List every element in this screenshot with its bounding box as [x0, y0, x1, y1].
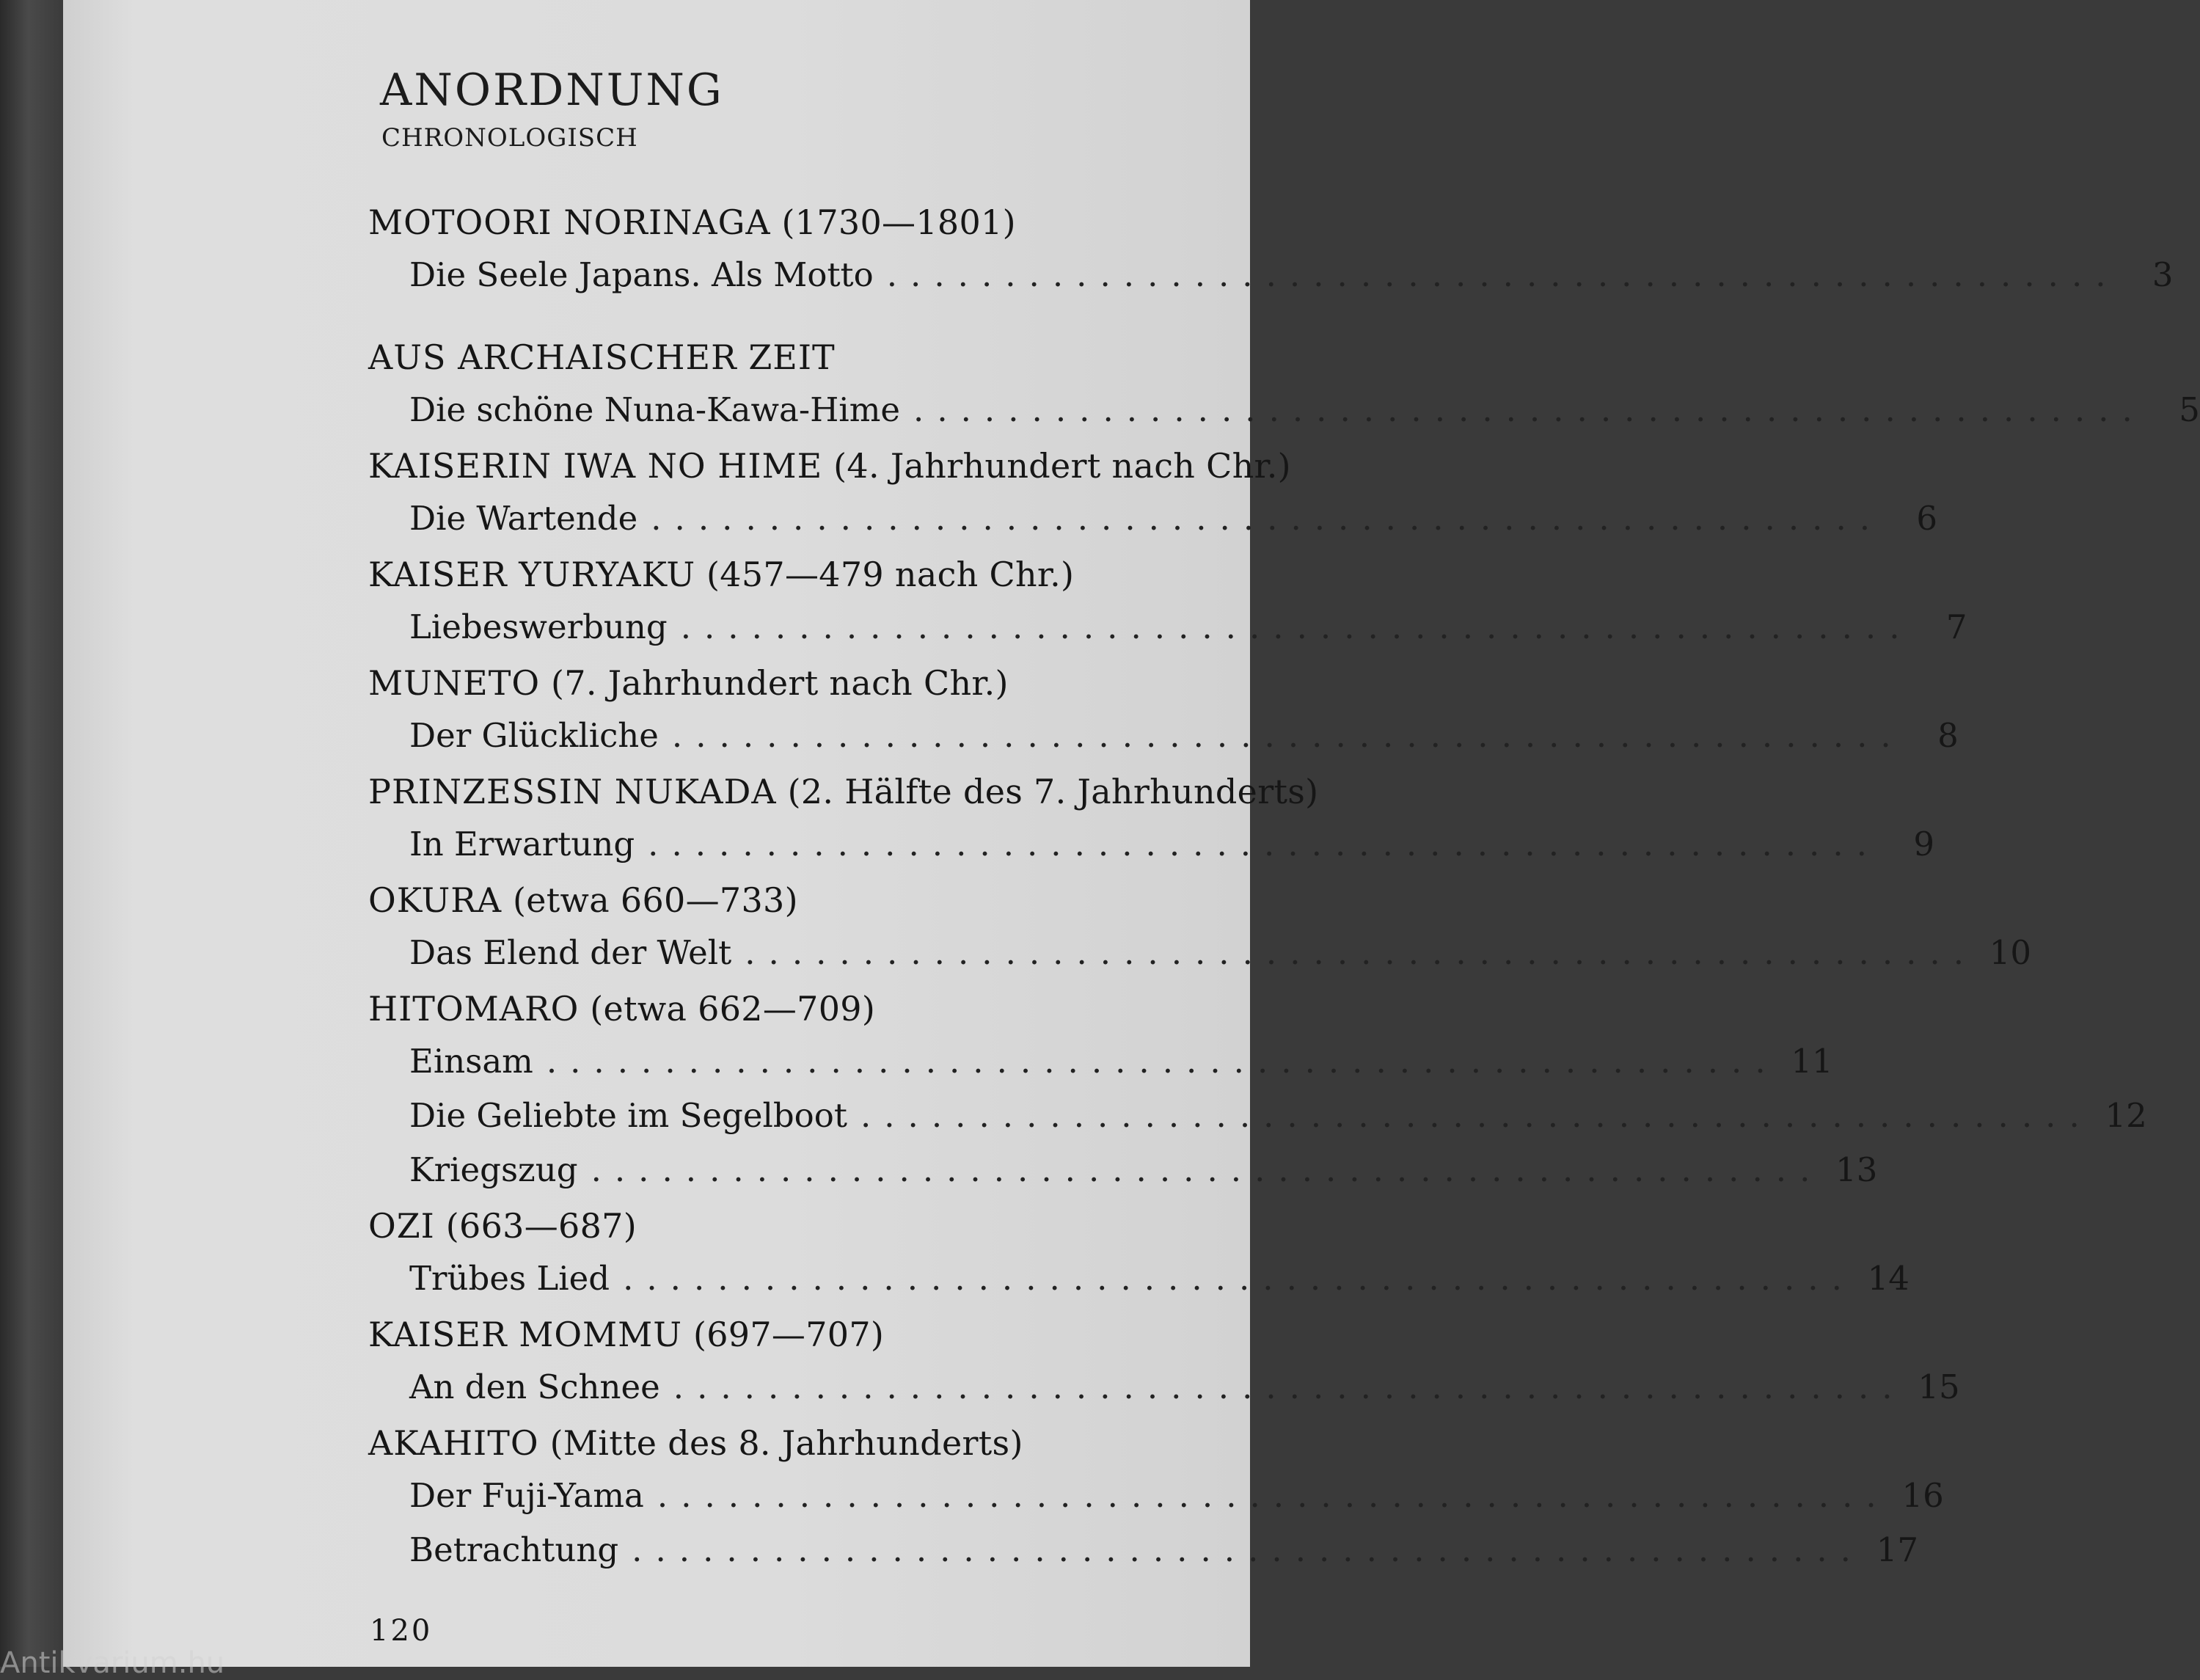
dot-leader: .................................................... [651, 499, 1884, 538]
toc-entry [368, 1143, 1878, 1197]
author-dates: (etwa 660—733) [513, 880, 798, 920]
toc-entry [368, 1360, 1960, 1414]
entry-page-number: 8 [1937, 716, 1959, 755]
page-title: ANORDNUNG [380, 65, 724, 116]
toc-section [368, 1200, 1910, 1306]
entry-title: Die Seele Japans. Als Motto [409, 255, 874, 294]
dot-leader: .................................................... [546, 1042, 1779, 1081]
entry-page-number: 12 [2105, 1096, 2147, 1135]
toc-section [368, 1309, 1960, 1414]
author-heading [368, 440, 1291, 492]
toc-entry [368, 248, 2174, 302]
entry-page-number: 9 [1913, 825, 1934, 863]
entry-page-number: 16 [1901, 1476, 1944, 1515]
entry-title: Der Glückliche [409, 716, 659, 755]
page-number: 120 [370, 1614, 433, 1648]
author-heading [368, 1200, 1284, 1252]
entry-page-number: 6 [1916, 499, 1938, 538]
author-heading [368, 657, 1284, 709]
author-heading [368, 874, 1284, 926]
author-name: KAISERIN IWA NO HIME [368, 446, 823, 486]
author-heading [368, 1417, 1284, 1469]
dot-leader: .................................................... [745, 933, 1978, 972]
author-dates: (etwa 662—709) [590, 989, 876, 1029]
author-heading [368, 983, 1284, 1034]
author-dates: (697—707) [692, 1315, 885, 1354]
author-heading [368, 1309, 1284, 1360]
author-heading [368, 766, 1319, 817]
author-name: MOTOORI NORINAGA [368, 202, 771, 242]
dot-leader: .................................................... [680, 607, 1913, 646]
toc-section [368, 874, 2032, 980]
author-dates: (457—479 nach Chr.) [706, 555, 1075, 594]
toc-section [368, 1417, 1944, 1577]
author-name: MUNETO [368, 663, 541, 703]
toc-entry [368, 1252, 1910, 1306]
entry-title: Der Fuji-Yama [409, 1476, 644, 1515]
toc-entry [368, 600, 1967, 654]
entry-page-number: 11 [1791, 1042, 1833, 1081]
toc-section [368, 766, 1934, 872]
book-page [63, 0, 2200, 1667]
author-name: AUS ARCHAISCHER ZEIT [368, 337, 836, 377]
toc-section [368, 332, 2200, 437]
entry-page-number: 14 [1867, 1259, 1910, 1298]
entry-title: Die Geliebte im Segelboot [409, 1096, 847, 1135]
entry-title: Betrachtung [409, 1530, 619, 1569]
dot-leader: .................................................... [913, 390, 2146, 429]
toc-entry [368, 1469, 1944, 1523]
dot-leader: .................................................... [632, 1530, 1864, 1569]
entry-title: Liebeswerbung [409, 607, 668, 646]
book-spine-shadow [0, 0, 63, 1667]
author-dates: (7. Jahrhundert nach Chr.) [551, 663, 1009, 703]
dot-leader: .................................................... [860, 1096, 2093, 1135]
entry-page-number: 13 [1835, 1150, 1878, 1189]
dot-leader: .................................................... [623, 1259, 1855, 1298]
toc-entry [368, 817, 1934, 872]
toc-entry [368, 709, 1959, 763]
toc-entry [368, 492, 1938, 546]
toc-entry [368, 383, 2200, 437]
entry-page-number: 17 [1876, 1530, 1918, 1569]
toc-section [368, 197, 2174, 302]
dot-leader: .................................................... [648, 825, 1880, 863]
author-dates: (Mitte des 8. Jahrhunderts) [549, 1423, 1023, 1463]
toc-section [368, 549, 1967, 654]
author-name: AKAHITO [368, 1423, 539, 1463]
dot-leader: .................................................... [673, 1367, 1906, 1406]
toc-section [368, 657, 1959, 763]
toc-entry [368, 926, 2032, 980]
entry-title: Die schöne Nuna-Kawa-Hime [409, 390, 901, 429]
author-dates: (1730—1801) [781, 202, 1016, 242]
toc-section [368, 440, 1938, 546]
author-heading [368, 197, 1284, 248]
dot-leader: .................................................... [671, 716, 1904, 755]
watermark: Antikvarium.hu [0, 1646, 225, 1680]
author-heading [368, 332, 1284, 383]
entry-title: Einsam [409, 1042, 533, 1081]
entry-title: Kriegszug [409, 1150, 578, 1189]
author-name: HITOMARO [368, 989, 580, 1029]
entry-title: In Erwartung [409, 825, 635, 863]
toc-entry [368, 1034, 1833, 1089]
toc-section [368, 983, 2147, 1197]
table-of-contents [368, 197, 2200, 1580]
dot-leader: .................................................... [657, 1476, 1890, 1515]
entry-page-number: 3 [2152, 255, 2174, 294]
dot-leader: .................................................... [591, 1150, 1824, 1189]
entry-title: Trübes Lied [409, 1259, 610, 1298]
author-heading [368, 549, 1284, 600]
toc-entry [368, 1089, 2147, 1143]
author-name: KAISER MOMMU [368, 1315, 683, 1354]
author-name: OZI [368, 1206, 435, 1246]
author-name: PRINZESSIN NUKADA [368, 772, 777, 811]
author-dates: (663—687) [445, 1206, 637, 1246]
entry-page-number: 5 [2179, 390, 2200, 429]
author-name: OKURA [368, 880, 503, 920]
author-dates: (2. Hälfte des 7. Jahrhunderts) [787, 772, 1319, 811]
author-dates: (4. Jahrhundert nach Chr.) [833, 446, 1291, 486]
author-name: KAISER YURYAKU [368, 555, 696, 594]
entry-page-number: 10 [1989, 933, 2032, 972]
entry-title: Das Elend der Welt [409, 933, 732, 972]
entry-page-number: 7 [1945, 607, 1967, 646]
dot-leader: .................................................... [886, 255, 2119, 294]
entry-page-number: 15 [1918, 1367, 1960, 1406]
page-subtitle: CHRONOLOGISCH [381, 123, 638, 153]
entry-title: Die Wartende [409, 499, 638, 538]
entry-title: An den Schnee [409, 1367, 660, 1406]
toc-entry [368, 1523, 1918, 1577]
